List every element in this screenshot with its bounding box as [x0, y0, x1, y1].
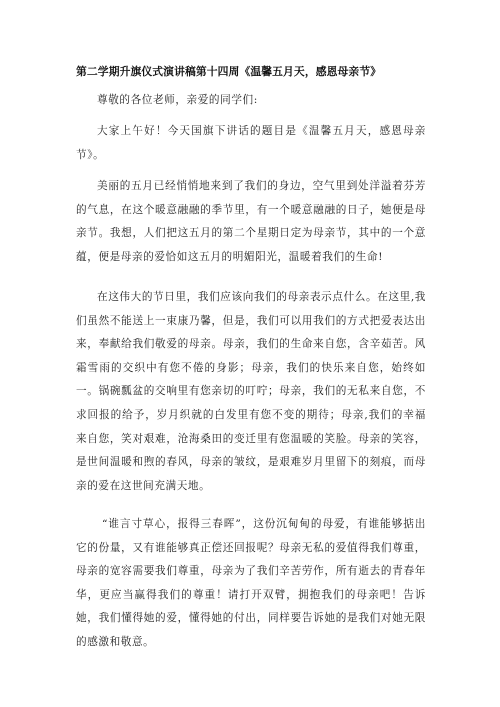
paragraph-salutation: 尊敬的各位老师，亲爱的同学们: — [97, 94, 258, 106]
paragraph-intro: 大家上午好！今天国旗下讲话的题目是《温馨五月天，感恩母亲节》。 — [76, 125, 426, 161]
paragraph-festival: 在这伟大的节日里，我们应该向我们的母亲表示点什么。在这里,我们虽然不能送上一束康乃馨，但是，我们可以用我们的方式把爱表达出来，奉献给我们敬爱的母亲。母亲，我们的生命来自您，含辛茹苦。风霜雪雨的交织中有您不倦的身影；母亲，我们的快乐来自您，始终如一。锅碗瓢盆的交响里有您亲切的叮咛；母亲，我们的无私来自您，不求回报的给予，岁月织就的白发里有您不变的期待；母亲,我们的幸福来自您，笑对艰难，沧海桑田的变迁里有您温暖的笑脸。母亲的笑容，是世间温暖和煦的春风，母亲的皱纹，是艰难岁月里留下的刻痕，而母亲的爱在这世间充满天地。 — [76, 291, 426, 492]
paragraph-quote: “谁言寸草心，报得三春晖”，这份沉甸甸的母爱，有谁能够掂出它的份量，又有谁能够真正偿还回报呢？母亲无私的爱值得我们尊重，母亲的宽容需要我们尊重，母亲为了我们辛苦劳作，所有逝去的青春年华，更应当赢得我们的尊重！请打开双臂，拥抱我们的母亲吧！告诉她，我们懂得她的爱，懂得她的付出，同样要告诉她的是我们对她无限的感激和敬意。 — [76, 518, 426, 648]
document-title: 第二学期升旗仪式演讲稿第十四周《温馨五月天，感恩母亲节》 — [76, 65, 382, 78]
paragraph-may: 美丽的五月已经悄悄地来到了我们的身边，空气里到处洋溢着芬芳的气息，在这个暖意融融的季节里，有一个暖意融融的日子，她便是母亲节。我想，人们把这五月的第二个星期日定为母亲节，其中的一个意蕴，便是母亲的爱恰如这五月的明媚阳光，温暖着我们的生命! — [76, 180, 426, 263]
